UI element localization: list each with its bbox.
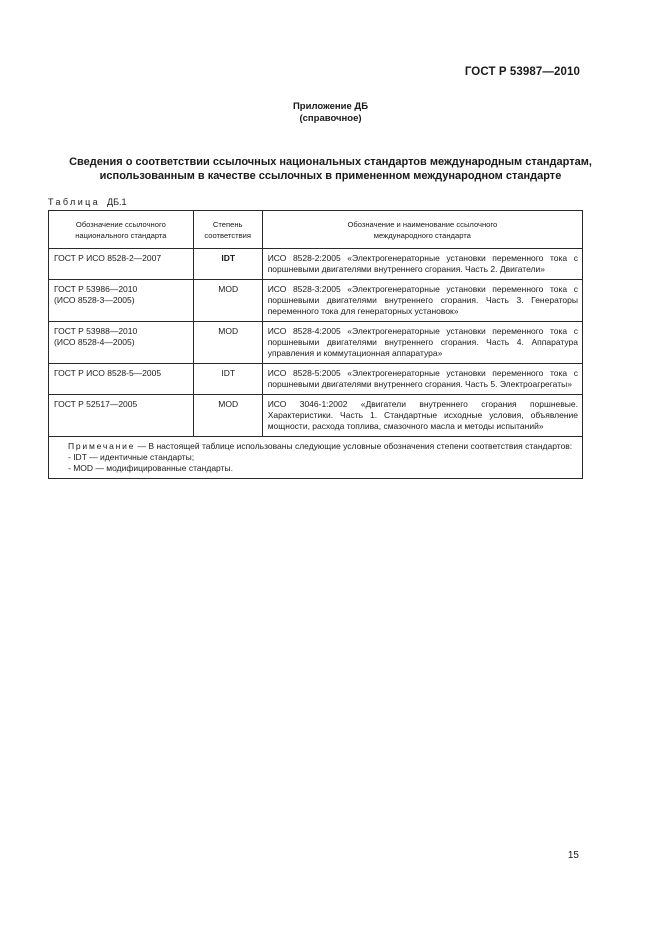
national-standard-code: ГОСТ Р ИСО 8528-2—2007 [54,253,162,263]
degree-cell: MOD [193,280,262,322]
appendix-title: Приложение ДБ [292,101,369,112]
table-row [49,395,583,437]
national-standard-iso-ref: (ИСО 8528-3—2005) [54,295,135,305]
national-standard-code: ГОСТ Р 53988—2010 [54,326,138,336]
international-standard-cell: ИСО 8528-4:2005 «Электрогенераторные установки переменного тока с поршневыми двигателями внутреннего сгорания. Часть 4. Аппаратура управления и коммутационная аппаратура» [262,322,582,364]
degree-cell: IDT [193,249,262,280]
degree-cell: MOD [193,322,262,364]
table-row [49,364,583,395]
note-item-idt: - IDT — идентичные стандарты; [68,452,195,462]
table-row [49,322,583,364]
note-item-mod: - MOD — модифицированные стандарты. [68,463,233,473]
table-caption-label: Таблица [48,197,101,207]
section-title [40,155,621,183]
degree-cell: MOD [193,395,262,437]
header-international-line-1: Обозначение и наименование ссылочного [347,219,498,229]
national-standard-iso-ref: (ИСО 8528-4—2005) [54,337,135,347]
table-header-row [49,211,583,249]
document-code: ГОСТ Р 53987—2010 [464,66,580,78]
standards-correspondence-table [48,210,583,479]
national-standard-cell [49,280,194,322]
national-standard-cell [49,249,194,280]
table-note [49,437,583,479]
international-standard-cell: ИСО 8528-5:2005 «Электрогенераторные установки переменного тока с поршневыми двигателями внутреннего сгорания. Часть 5. Электроагрегаты» [262,364,582,395]
international-standard-cell: ИСО 3046-1:2002 «Двигатели внутреннего сгорания поршневые. Характеристики. Часть 1. Стандартные исходные условия, объявление мощности, расхода топлива, смазочного масла и методы испытаний» [262,395,582,437]
header-degree-line-2: соответствия [204,230,252,240]
table-row [49,249,583,280]
national-standard-code: ГОСТ Р ИСО 8528-5—2005 [54,368,162,378]
degree-cell: IDT [193,364,262,395]
appendix-heading [0,101,661,125]
header-degree-line-1: Степень [212,219,243,229]
international-standard-cell: ИСО 8528-2:2005 «Электрогенераторные установки переменного тока с поршневыми двигателями внутреннего сгорания. Часть 2. Двигатели» [262,249,582,280]
table-row [49,280,583,322]
national-standard-cell [49,364,194,395]
header-national-line-1: Обозначение ссылочного [75,219,166,229]
header-degree [193,211,262,249]
table-caption-number: ДБ.1 [107,197,127,207]
header-national-line-2: национального стандарта [75,230,167,240]
header-national-standard [49,211,194,249]
note-paragraph [54,441,578,452]
national-standard-code: ГОСТ Р 52517—2005 [54,399,138,409]
section-title-line-2: использованным в качестве ссылочных в примененном международном стандарте [99,170,562,182]
header-international-line-2: международного стандарта [373,230,471,240]
header-international-standard [262,211,582,249]
appendix-subtitle: (справочное) [299,113,362,124]
section-title-line-1: Сведения о соответствии ссылочных национальных стандартов международным стандартам, [69,156,592,168]
table-note-row [49,437,583,479]
table-caption [48,197,127,207]
national-standard-code: ГОСТ Р 53986—2010 [54,284,138,294]
national-standard-cell [49,395,194,437]
page-number: 15 [567,850,579,861]
national-standard-cell [49,322,194,364]
international-standard-cell: ИСО 8528-3:2005 «Электрогенераторные установки переменного тока с поршневыми двигателями внутреннего сгорания. Часть 3. Генераторы переменного тока для генераторных установок» [262,280,582,322]
note-text: — В настоящей таблице использованы следующие условные обозначения степени соответствия стандартов: [135,441,573,451]
note-label: Примечание [68,441,136,451]
